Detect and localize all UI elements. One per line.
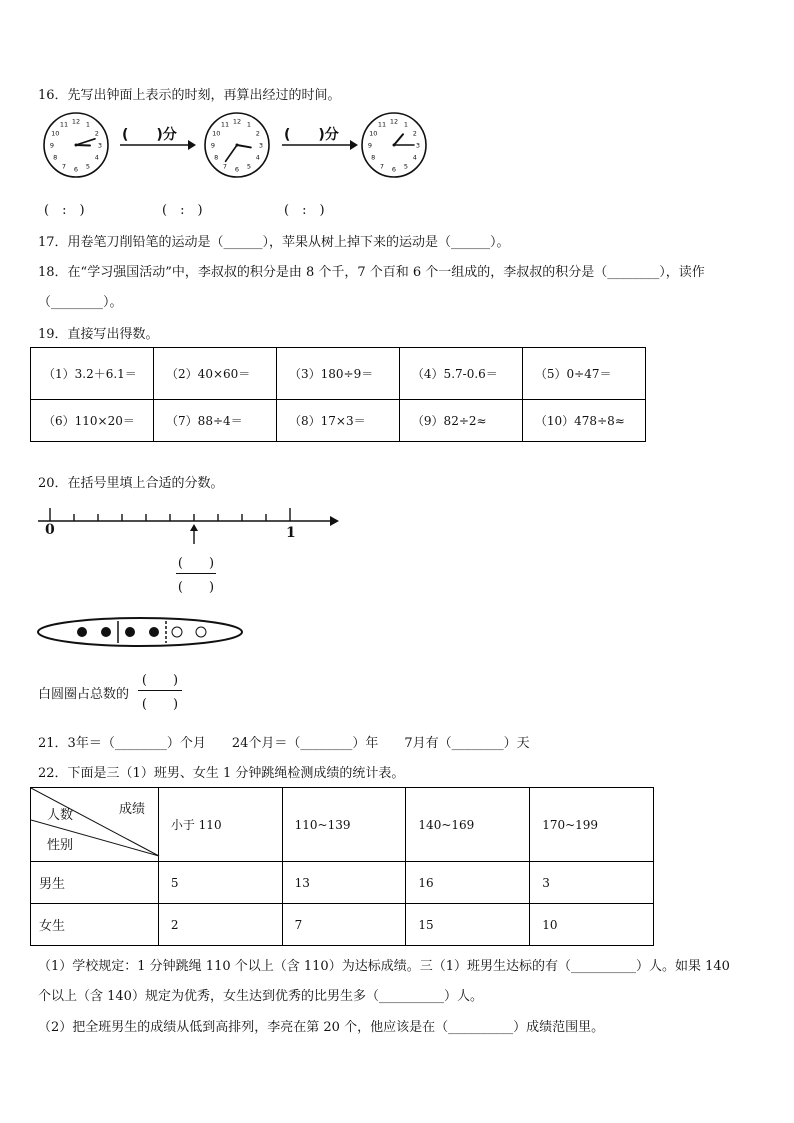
q19-row-1 [31, 348, 646, 400]
oval-outline [38, 618, 242, 646]
q17-text: 17．用卷笔刀削铅笔的运动是（______），苹果从树上掉下来的运动是（______）。 [38, 235, 510, 250]
clock-face-2 [205, 113, 269, 177]
q16-text: 16．先写出钟面上表示的时刻，再算出经过的时间。 [38, 88, 341, 103]
clock-face-1 [44, 113, 108, 177]
clock-number: 11 [59, 120, 69, 129]
q19-cell: （4）5.7-0.6＝ [399, 348, 522, 400]
number-line [34, 500, 354, 550]
clock-number: 8 [214, 153, 219, 162]
q18-line2: （________）。 [38, 295, 123, 310]
pointer-arrow-head [190, 524, 198, 531]
q22-cell: 3 [530, 862, 654, 904]
q22-column-header: 110~139 [282, 788, 406, 862]
q22-cell: 15 [406, 904, 530, 946]
clock-number: 6 [73, 165, 79, 174]
arrow-2-label: ( )分 [284, 127, 339, 143]
q22-sub2: （2）把全班男生的成绩从低到高排列，李亮在第 20 个，他应该是在（__________）成绩范围里。 [38, 1020, 605, 1035]
number-line-zero: 0 [45, 522, 55, 538]
q22-table [30, 787, 654, 946]
clock-number: 4 [94, 153, 99, 162]
q22-cell: 13 [282, 862, 406, 904]
clock-number: 5 [246, 162, 252, 171]
clock-number: 6 [234, 165, 240, 174]
clock-number: 11 [377, 120, 387, 129]
q22-sub1-line1: （1）学校规定：1 分钟跳绳 110 个以上（含 110）为达标成绩。三（1）班男生达标的有（__________）人。如果 140 [38, 959, 730, 974]
row-label-boys: 男生 [31, 862, 159, 904]
clock-number: 5 [85, 162, 91, 171]
q19-cell: （1）3.2＋6.1＝ [31, 348, 154, 400]
q20-text: 20．在括号里填上合适的分数。 [38, 476, 224, 491]
white-circle [196, 627, 206, 637]
q22-text: 22．下面是三（1）班男、女生 1 分钟跳绳检测成绩的统计表。 [38, 766, 405, 781]
fraction-answer[interactable] [176, 552, 216, 595]
q22-row-boys [31, 862, 654, 904]
white-circle [172, 627, 182, 637]
q22-column-header: 小于 110 [158, 788, 282, 862]
clock-number: 10 [212, 129, 221, 138]
time-slot-1[interactable]: ( : ) [44, 203, 85, 218]
clock-number: 9 [49, 141, 55, 150]
q22-header-row [31, 788, 654, 862]
fraction-bar [176, 573, 216, 574]
clock-number: 4 [255, 153, 260, 162]
white-circle-text: 白圆圈占总数的 [38, 687, 130, 702]
clock-number: 3 [97, 141, 103, 150]
fraction-numerator: ( ) [177, 556, 215, 571]
black-circle [77, 627, 87, 637]
clock-number: 2 [94, 129, 99, 138]
clock-number: 10 [51, 129, 60, 138]
clock-number: 12 [232, 117, 242, 126]
q19-cell: （10）478÷8≈ [522, 400, 645, 442]
circles-oval [36, 614, 248, 650]
q19-cell: （6）110×20＝ [31, 400, 154, 442]
clock-number: 9 [367, 141, 373, 150]
q19-cell: （8）17×3＝ [276, 400, 399, 442]
clock-number: 9 [210, 141, 216, 150]
q22-cell: 10 [530, 904, 654, 946]
clock-number: 1 [85, 120, 91, 129]
clock-number: 2 [412, 129, 417, 138]
fraction-denominator: ( ) [177, 580, 215, 595]
q22-cell: 5 [158, 862, 282, 904]
q22-column-header: 170~199 [530, 788, 654, 862]
clock-center [75, 144, 78, 147]
q19-cell: （9）82÷2≈ [399, 400, 522, 442]
q22-cell: 7 [282, 904, 406, 946]
q22-sub1-line2: 个以上（含 140）规定为优秀，女生达到优秀的比男生多（__________）人。 [38, 989, 483, 1004]
q21-text: 21．3年＝（________）个月 24个月＝（________）年 7月有（________）天 [38, 736, 530, 751]
clock-number: 4 [412, 153, 417, 162]
clock-number: 1 [246, 120, 252, 129]
time-slot-2[interactable]: ( : ) [162, 203, 203, 218]
q18-line1: 18．在“学习强国活动”中，李叔叔的积分是由 8 个千，7 个百和 6 个一组成的，李叔叔的积分是（________），读作 [38, 265, 705, 280]
q22-cell: 2 [158, 904, 282, 946]
clock-number: 8 [371, 153, 376, 162]
clock-number: 1 [403, 120, 409, 129]
clock-number: 7 [379, 162, 385, 171]
header-count: 人数 [47, 808, 74, 823]
q22-diagonal-header [31, 788, 159, 862]
clock-number: 10 [369, 129, 378, 138]
arrow-2-head [350, 140, 358, 150]
clock-number: 12 [71, 117, 81, 126]
clock-number: 12 [389, 117, 399, 126]
clock-face-3 [362, 113, 426, 177]
q19-table [30, 347, 646, 442]
black-circle [125, 627, 135, 637]
q19-cell: （3）180÷9＝ [276, 348, 399, 400]
clock-center [236, 144, 239, 147]
clock-number: 2 [255, 129, 260, 138]
q22-cell: 16 [406, 862, 530, 904]
clock-number: 8 [53, 153, 58, 162]
clock-number: 7 [61, 162, 67, 171]
clock-center [393, 144, 396, 147]
clock-number: 6 [391, 165, 397, 174]
q19-cell: （2）40×60＝ [154, 348, 277, 400]
clock-number: 11 [220, 120, 230, 129]
q19-row-2 [31, 400, 646, 442]
clock-number: 3 [415, 141, 421, 150]
arrow-1-label: ( )分 [122, 127, 177, 143]
q16-clocks-figure [30, 108, 450, 186]
clock-number: 3 [258, 141, 264, 150]
white-fraction-answer[interactable] [138, 669, 182, 712]
white-fraction-bar [138, 690, 182, 691]
black-circle [149, 627, 159, 637]
white-fraction-denominator: ( ) [141, 697, 179, 712]
time-slot-3[interactable]: ( : ) [284, 203, 325, 218]
number-line-arrowhead [330, 516, 339, 526]
q19-text: 19．直接写出得数。 [38, 327, 159, 342]
q19-cell: （5）0÷47＝ [522, 348, 645, 400]
header-score: 成绩 [119, 802, 146, 817]
clock-number: 5 [403, 162, 409, 171]
clock-number: 7 [222, 162, 228, 171]
q22-row-girls [31, 904, 654, 946]
arrow-1-head [188, 140, 196, 150]
header-gender: 性别 [47, 838, 74, 853]
number-line-one: 1 [286, 525, 296, 541]
q19-cell: （7）88÷4＝ [154, 400, 277, 442]
q22-column-header: 140~169 [406, 788, 530, 862]
white-fraction-numerator: ( ) [141, 673, 179, 688]
black-circle [101, 627, 111, 637]
row-label-girls: 女生 [31, 904, 159, 946]
